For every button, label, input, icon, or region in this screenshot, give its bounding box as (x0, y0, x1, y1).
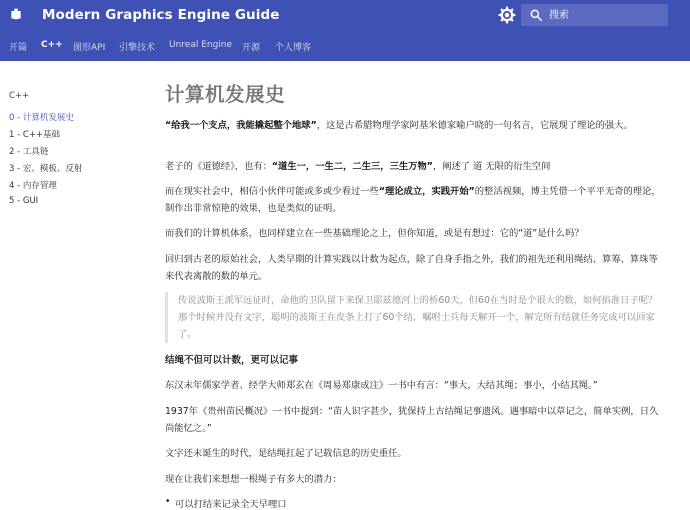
tab-intro[interactable]: 开篇 (9, 43, 28, 53)
page-title: 计算机发展史 (165, 83, 286, 106)
sidebar-item-memory[interactable]: 4 - 内存管理 (9, 181, 57, 191)
paragraph: 1937年《贵州苗民概况》一书中提到：“苗人识字甚少，犹保持上古结绳记事遗风。遇事暗中以草记之，简单实例，日久尚能忆之。” (165, 406, 659, 434)
top-header (0, 0, 690, 61)
tab-blog[interactable]: 个人博客 (275, 43, 312, 53)
emphasis-quote: “道生一，一生二，二生三，三生万物” (271, 161, 433, 172)
paragraph-text: 而在现实社会中，相信小伙伴可能或多或少看过一些 (165, 186, 379, 197)
emphasis-quote: “给我一个支点，我能撬起整个地球” (165, 120, 317, 131)
book-icon[interactable] (9, 8, 23, 22)
search-icon[interactable] (529, 8, 543, 22)
tab-cpp[interactable]: C++ (41, 40, 63, 50)
list-item: • 可以打结来记录全天早哩口 (175, 496, 287, 510)
search-box[interactable] (521, 4, 668, 26)
sidebar-item-toolchain[interactable]: 2 - 工具链 (9, 147, 49, 157)
paragraph-text: 老子的《道德经》，也有： (165, 161, 272, 172)
paragraph-text: ，阐述了 道 无限的衍生空间 (432, 161, 551, 172)
paragraph (165, 183, 662, 217)
sidebar-item-cpp-basics[interactable]: 1 - C++基础 (9, 130, 61, 140)
paragraph: 而我们的计算机体系，也同样建立在一些基础理论之上，但你知道，或是有想过：它的“道”是什么吗？ (165, 228, 584, 239)
section-heading: 结绳不但可以计数，更可以记事 (165, 355, 299, 366)
paragraph-text: 的整活视频，博主凭借一个平平无奇的理论，制作出非常惊艳的效果，也是类似的证明。 (165, 186, 661, 214)
paragraph-text: ，这是古希腊物理学家阿基米德家喻户晓的一句名言，它展现了理论的强大。 (316, 120, 633, 131)
paragraph (165, 158, 662, 175)
tab-graphics-api[interactable]: 图形API (73, 43, 106, 53)
paragraph: 现在让我们来想想一根绳子有多大的潜力： (165, 474, 342, 485)
tab-unreal-engine[interactable]: Unreal Engine (169, 40, 233, 50)
paragraph: 东汉末年儒家学者、经学大师郑玄在《周易郑康成注》一书中有言：“事大，大结其绳；事小，小结其绳。” (165, 380, 598, 391)
sidebar-item-history[interactable]: 0 - 计算机发展史 (9, 113, 74, 123)
sidebar-item-gui[interactable]: 5 - GUI (9, 196, 39, 206)
paragraph: 文字还未诞生的时代，是结绳扛起了记载信息的历史重任。 (165, 448, 407, 459)
paragraph: 回归到古老的原始社会，人类早期的计算实践以计数为起点，除了自身手指之外，我们的祖先还利用绳结、算筹、算珠等来代表离散的数的单元。 (165, 254, 658, 282)
site-title[interactable]: Modern Graphics Engine Guide (42, 7, 280, 23)
sidebar-title[interactable]: C++ (9, 91, 30, 101)
emphasis-quote: “理论成立，实践开始” (378, 186, 475, 197)
gear-icon[interactable] (498, 6, 516, 24)
tab-engine-tech[interactable]: 引擎技术 (119, 43, 156, 53)
paragraph (165, 117, 662, 134)
tab-open-source[interactable]: 开源 (242, 43, 261, 53)
search-input[interactable] (549, 7, 661, 23)
sidebar-item-macros-templates[interactable]: 3 - 宏、模板、反射 (9, 164, 83, 174)
blockquote: 传说波斯王派军远征时，命他的卫队留下来保卫耶兹德河上的桥60天，但60在当时是个很大的数，如何掐准日子呢？那个时候并没有文字，聪明的波斯王在皮条上打了60个结，嘱咐士兵每天解开一个，解完所有结就任务完成可以回家了。 (165, 292, 662, 343)
